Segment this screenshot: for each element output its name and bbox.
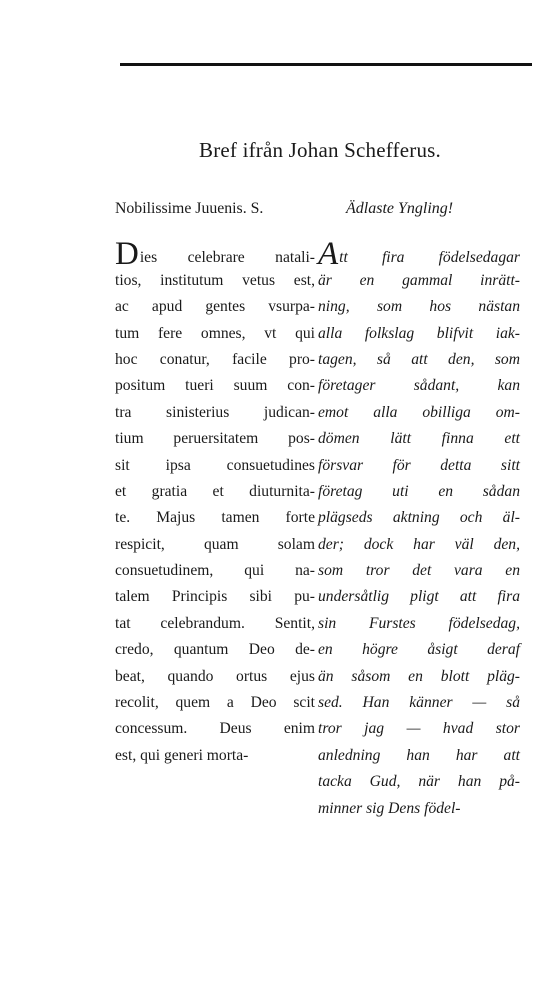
- latin-text-line: beat, quando ortus ejus: [115, 667, 315, 685]
- latin-column: [115, 196, 315, 769]
- swedish-dropcap: A: [318, 236, 339, 273]
- swedish-text-line: dömen lätt finna ett: [318, 430, 520, 448]
- swedish-text-line: sin Furstes födelsedag,: [318, 614, 520, 632]
- latin-text-line: tum fere omnes, vt qui: [115, 324, 315, 342]
- swedish-text-line: som tror det vara en: [318, 562, 520, 580]
- latin-text-line: concessum. Deus enim: [115, 720, 315, 738]
- swedish-text-line: tror jag — hvad stor: [318, 720, 520, 738]
- latin-text-lines: [115, 268, 315, 769]
- swedish-text-line: företag uti en sådan: [318, 482, 520, 500]
- latin-text-line: et gratia et diuturnita-: [115, 482, 315, 500]
- swedish-text-line: försvar för detta sitt: [318, 456, 520, 474]
- swedish-text-line: anledning han har att: [318, 746, 520, 764]
- latin-text-line: credo, quantum Deo de-: [115, 641, 315, 659]
- swedish-text-line: der; dock har väl den,: [318, 535, 520, 553]
- latin-text-line: hoc conatur, facile pro-: [115, 350, 315, 368]
- latin-dropcap: D: [115, 236, 139, 273]
- swedish-salutation: Ädlaste Yngling!: [346, 200, 454, 217]
- swedish-text-line: alla folkslag blifvit iak-: [318, 324, 520, 342]
- latin-text-line: tat celebrandum. Sentit,: [115, 614, 315, 632]
- latin-text-line: te. Majus tamen forte: [115, 509, 315, 527]
- swedish-text-line: emot alla obilliga om-: [318, 403, 520, 421]
- latin-text-line: recolit, quem a Deo scit: [115, 694, 315, 712]
- swedish-text-line: än såsom en blott pläg-: [318, 667, 520, 685]
- swedish-text-line: är en gammal inrätt-: [318, 271, 520, 289]
- swedish-text-lines: [318, 268, 520, 822]
- swedish-first-line: [318, 236, 520, 273]
- latin-first-line-text: ies celebrare natali-: [139, 249, 315, 267]
- swedish-text-line: ning, som hos nästan: [318, 298, 520, 316]
- swedish-text-line: företager sådant, kan: [318, 377, 520, 395]
- latin-text-line: positum tueri suum con-: [115, 377, 315, 395]
- swedish-text-line: undersåtlig pligt att fira: [318, 588, 520, 606]
- latin-text-line: sit ipsa consuetudines: [115, 456, 315, 474]
- swedish-text-line: en högre åsigt deraf: [318, 641, 520, 659]
- swedish-text-line: plägseds aktning och äl-: [318, 509, 520, 527]
- latin-text-line: tra sinisterius judican-: [115, 403, 315, 421]
- latin-text-line: respicit, quam solam: [115, 535, 315, 553]
- latin-salutation: Nobilissime Juuenis. S.: [115, 200, 264, 217]
- swedish-column: [318, 196, 520, 822]
- swedish-text-line: tagen, så att den, som: [318, 350, 520, 368]
- latin-text-line: tium peruersitatem pos-: [115, 430, 315, 448]
- swedish-text-line: minner sig Dens födel-: [318, 799, 461, 817]
- swedish-first-line-text: tt fira födelsedagar: [339, 249, 520, 267]
- latin-text-line: est, qui generi morta-: [115, 746, 249, 764]
- top-rule: [120, 63, 532, 66]
- swedish-text-line: sed. Han känner — så: [318, 694, 520, 712]
- latin-text-line: consuetudinem, qui na-: [115, 562, 315, 580]
- latin-text-line: ac apud gentes vsurpa-: [115, 298, 315, 316]
- page-title: Bref ifrån Johan Schefferus.: [199, 138, 441, 162]
- latin-first-line: [115, 236, 315, 273]
- swedish-text-line: tacka Gud, när han på-: [318, 773, 520, 791]
- latin-text-line: talem Principis sibi pu-: [115, 588, 315, 606]
- latin-text-line: tios, institutum vetus est,: [115, 271, 315, 289]
